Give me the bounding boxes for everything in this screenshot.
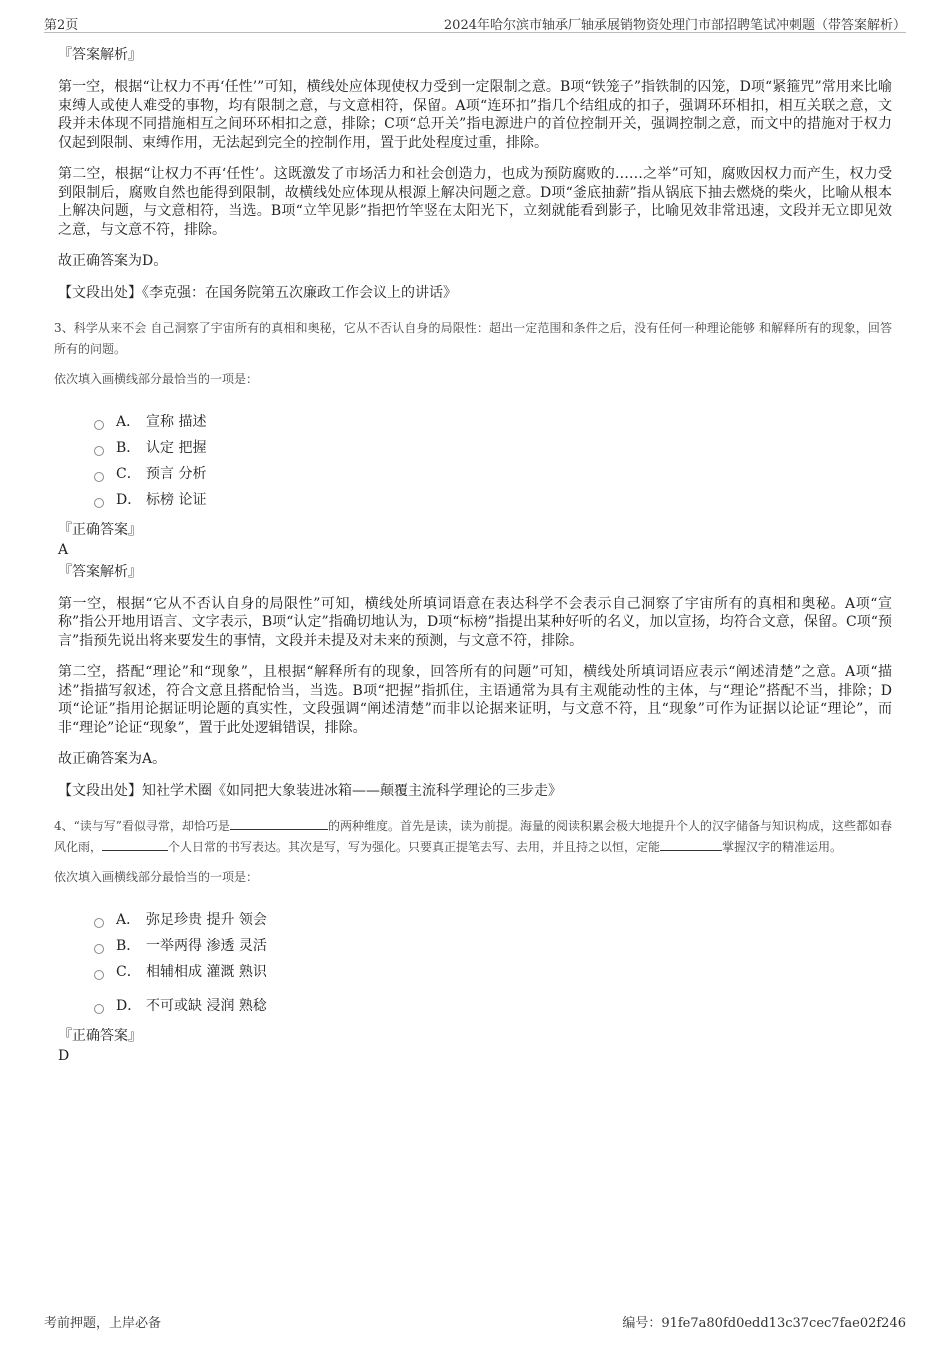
- q4-option-c[interactable]: C． 相辅相成 灌溉 熟识: [94, 959, 892, 985]
- q4-answer: D: [58, 1047, 70, 1064]
- q3-source: 【文段出处】知社学术圈《如同把大象装进冰箱——颠覆主流科学理论的三步走》: [58, 782, 562, 799]
- radio-icon[interactable]: [94, 498, 104, 508]
- q2-source: 【文段出处】《李克强：在国务院第五次廉政工作会议上的讲话》: [58, 284, 457, 301]
- q4-option-b[interactable]: B． 一举两得 渗透 灵活: [94, 933, 892, 959]
- document-id: 编号：91fe7a80fd0edd13c37cec7fae02f246: [622, 1316, 906, 1331]
- radio-icon[interactable]: [94, 472, 104, 482]
- q3-option-a[interactable]: A． 宣称 描述: [94, 409, 892, 435]
- q2-analysis-para2: 第二空，根据“让权力不再‘任性’。这既激发了市场活力和社会创造力，也成为预防腐败的……之举”可知，腐败因权力而产生，权力受到限制后，腐败自然也能得到限制，故横线处应体现从根源上解决问题之意。D项“釜底抽薪”指从锅底下抽去燃烧的柴火，比喻从根本上解决问题，与文意相符，当选。B项“立竿见影”指把竹竿竖在太阳光下，立刻就能看到影子，比喻见效非常迅速，文段并无立即见效之意，与文意不符，排除。: [58, 166, 892, 238]
- radio-icon[interactable]: [94, 420, 104, 430]
- q3-option-c[interactable]: C． 预言 分析: [94, 461, 892, 487]
- radio-icon[interactable]: [94, 446, 104, 456]
- footer-slogan: 考前押题，上岸必备: [44, 1316, 162, 1331]
- q2-analysis-label: 『答案解析』: [58, 47, 142, 63]
- page-footer: [44, 1312, 906, 1332]
- q3-option-d[interactable]: D． 标榜 论证: [94, 487, 892, 513]
- q4-option-d[interactable]: D． 不可或缺 浸润 熟稔: [94, 993, 892, 1019]
- q3-option-b[interactable]: B． 认定 把握: [94, 435, 892, 461]
- q4-prompt: 依次填入画横线部分最恰当的一项是：: [54, 869, 259, 884]
- q2-analysis-para1: 第一空，根据“让权力不再‘任性’”可知，横线处应体现使权力受到一定限制之意。B项“铁笼子”指铁制的囚笼，D项“紧箍咒”常用来比喻束缚人或使人难受的事物，均有限制之意，与文意相符，保留。A项“连环扣”指几个结组成的扣子，强调环环相扣，相互关联之意，文段并未体现不同措施相互之间环环相扣之意，排除；C项“总开关”指电源进户的首位控制开关，强调控制之意，而文中的措施对于权力仅起到限制、束缚作用，无法起到完全的控制作用，置于此处程度过重，排除。: [58, 79, 892, 151]
- radio-icon[interactable]: [94, 1004, 104, 1014]
- radio-icon[interactable]: [94, 944, 104, 954]
- blank-3: [660, 838, 722, 851]
- q3-analysis-label: 『答案解析』: [58, 563, 142, 580]
- blank-1: [230, 817, 328, 830]
- q3-answer: A: [58, 541, 69, 558]
- q2-conclusion: 故正确答案为D。: [58, 253, 168, 269]
- q4-answer-label: 『正确答案』: [58, 1027, 142, 1044]
- page-number: 第2页: [44, 18, 79, 33]
- document-body: [54, 46, 893, 1069]
- q4-question-text: 4、“读与写”看似寻常，却恰巧是 的两种维度。首先是读，读为前提。海量的阅读积累会极大地提升个人的汉字储备与知识构成，这些都如春风化雨， 个人日常的书写表达。其次是写，写为强化。只要真正提笔去写、去用，并且持之以恒，定能 掌握汉字的精准运用。: [54, 818, 893, 854]
- q3-prompt: 依次填入画横线部分最恰当的一项是：: [54, 371, 259, 386]
- q3-question-text: 3、科学从来不会 自己洞察了宇宙所有的真相和奥秘，它从不否认自身的局限性：超出一定范围和条件之后，没有任何一种理论能够 和解释所有的现象，回答所有的问题。: [54, 320, 892, 356]
- q4-option-a[interactable]: A． 弥足珍贵 提升 领会: [94, 907, 892, 933]
- blank-2: [102, 838, 168, 851]
- q4-options: [94, 907, 892, 1019]
- q3-options: [94, 409, 892, 513]
- q3-conclusion: 故正确答案为A。: [58, 751, 167, 767]
- q3-answer-label: 『正确答案』: [58, 521, 142, 538]
- q3-analysis-para2: 第二空，搭配“理论”和“现象”，且根据“解释所有的现象，回答所有的问题”可知，横线处所填词语应表示“阐述清楚”之意。A项“描述”指描写叙述，符合文意且搭配恰当，当选。B项“把握”指抓住，主语通常为具有主观能动性的主体，与“理论”搭配不当，排除；D项“论证”指用论据证明论题的真实性，文段强调“阐述清楚”而非以论据来证明，与文意不符，且“现象”可作为证据以论证“理论”，而非“理论”论证“现象”，置于此处逻辑错误，排除。: [58, 664, 892, 736]
- radio-icon[interactable]: [94, 918, 104, 928]
- page-header: [44, 12, 906, 33]
- q3-analysis-para1: 第一空，根据“它从不否认自身的局限性”可知，横线处所填词语意在表达科学不会表示自己洞察了宇宙所有的真相和奥秘。A项“宣称”指公开地用语言、文字表示，B项“认定”指确切地认为，D项“标榜”指提出某种好听的名义，加以宣扬，均符合文意，保留。C项“预言”指预先说出将来要发生的事情，文段并未提及对未来的预测，与文意不符，排除。: [58, 595, 892, 649]
- document-title: 2024年哈尔滨市轴承厂轴承展销物资处理门市部招聘笔试冲刺题（带答案解析）: [443, 18, 906, 33]
- radio-icon[interactable]: [94, 970, 104, 980]
